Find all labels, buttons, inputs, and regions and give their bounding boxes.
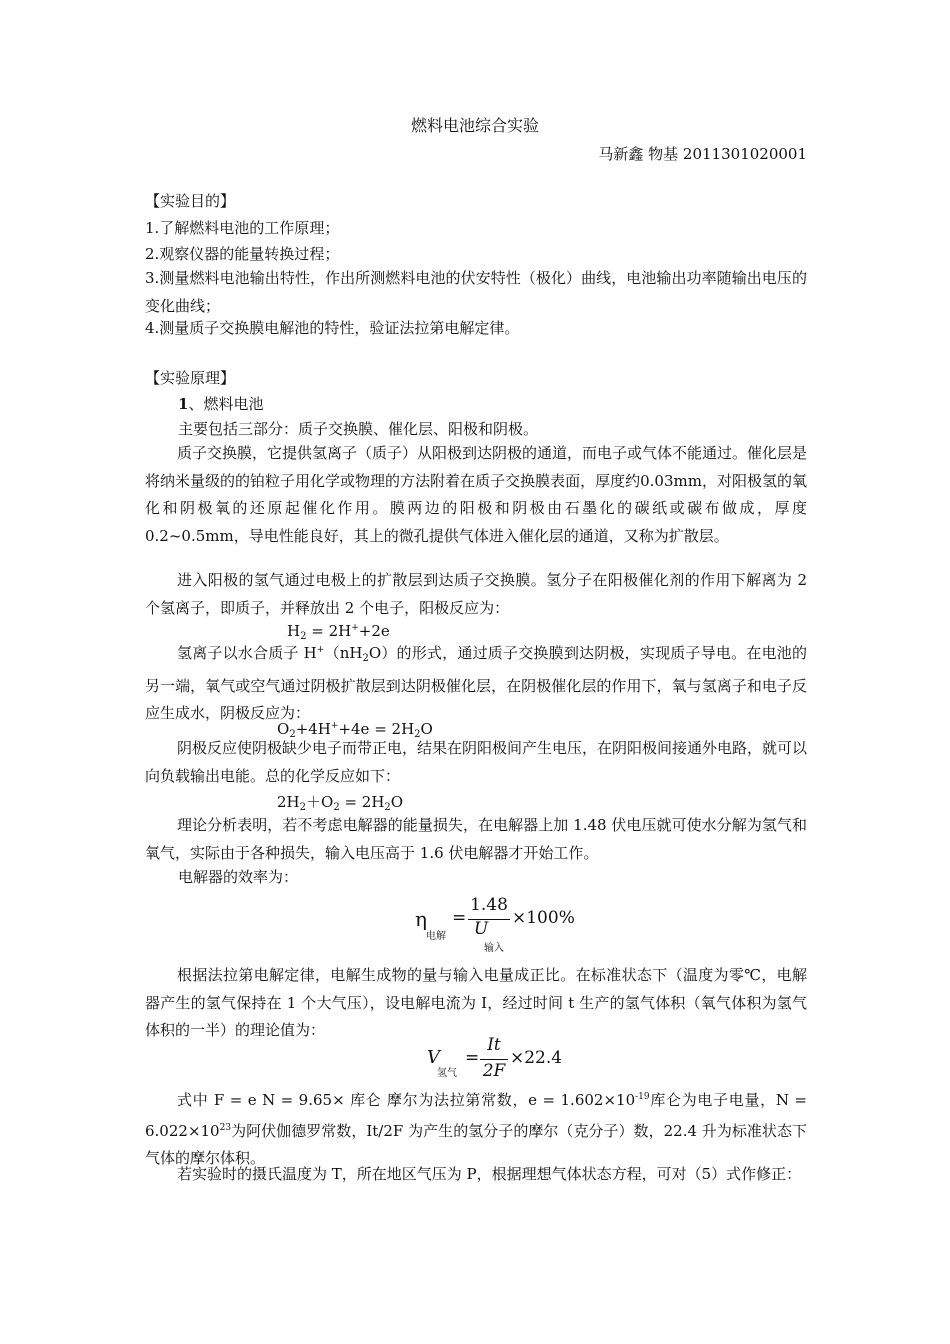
- subsection-number: 1: [178, 395, 189, 413]
- eq4-numerator: 1.48: [470, 895, 508, 915]
- eq5-tail: ×22.4: [510, 1048, 563, 1068]
- eq2-part: O: [277, 720, 290, 738]
- eq3-part: ＋O: [306, 793, 334, 811]
- eq1-part: +2e: [358, 622, 390, 640]
- eq5-v: V: [427, 1047, 440, 1068]
- paragraph-membrane: 质子交换膜，它提供氢离子（质子）从阳极到达阴极的通道，而电子或气体不能通过。催化层是将纳米量级的的铂粒子用化学或物理的方法附着在质子交换膜表面，厚度约0.03mm，对阳极氢的氧化和阴极氧的还原起催化作用。膜两边的阳极和阴极由石墨化的碳纸或碳布做成，厚度0.2~0.5mm，导电性能良好，其上的微孔提供气体进入催化层的通道，又称为扩散层。: [145, 444, 808, 545]
- author-line: 马新鑫 物基 2011301020001: [598, 145, 807, 163]
- eq2-sub: 2: [289, 729, 296, 740]
- purpose-item-4: 4.测量质子交换膜电解池的特性，验证法拉第电解定律。: [145, 319, 520, 337]
- paragraph-correction: 若实验时的摄氏温度为 T，所在地区气压为 P，根据理想气体状态方程，可对（5）式作修正：: [177, 1165, 802, 1183]
- paragraph-cathode-result: 阴极反应使阴极缺少电子而带正电，结果在阴阳极间产生电压，在阴阳极间接通外电路，就可以向负载输出电能。总的化学反应如下：: [145, 739, 808, 785]
- eq3-sub: 2: [299, 802, 306, 813]
- p9-part: 为阿伏伽德罗常数，It/2F 为产生的氢分子的摩尔（克分子）数，22.4 升为标准状态下气体的摩尔体积。: [145, 1121, 807, 1167]
- eq5-fraction-bar: [480, 1059, 508, 1060]
- eq3-part: O: [390, 793, 404, 811]
- eq4-tail: ×100%: [512, 908, 575, 928]
- eq3-sub: 2: [333, 802, 340, 813]
- paragraph-components: 主要包括三部分：质子交换膜、催化层、阳极和阴极。: [178, 420, 539, 438]
- section-heading-purpose: 【实验目的】: [145, 192, 236, 210]
- eq2-sup: +: [330, 721, 339, 731]
- p4-sub: 2: [362, 653, 369, 664]
- eq1-part: H: [287, 622, 301, 640]
- purpose-item-3: 3.测量燃料电池输出特性，作出所测燃料电池的伏安特性（极化）曲线，电池输出功率随输出电压的变化曲线；: [145, 269, 807, 315]
- p4-sup: +: [316, 645, 325, 655]
- paragraph-theory: 理论分析表明，若不考虑电解器的能量损失，在电解器上加 1.48 伏电压就可使水分解为氢气和氧气，实际由于各种损失，输入电压高于 1.6 伏电解器才开始工作。: [145, 816, 807, 862]
- eq1-sub: 2: [300, 631, 307, 642]
- eq3-part: 2H: [277, 793, 300, 811]
- eta-symbol: η: [415, 907, 427, 931]
- eq5-numerator: It: [487, 1035, 501, 1055]
- subsection-label: 、燃料电池: [188, 395, 264, 413]
- purpose-item-1: 1.了解燃料电池的工作原理；: [145, 219, 340, 237]
- section-heading-principle: 【实验原理】: [145, 369, 236, 387]
- eta-subscript: 电解: [426, 931, 446, 942]
- eq4-equals: =: [452, 908, 467, 928]
- eq3-sub: 2: [384, 802, 391, 813]
- eq2-part: +4H: [295, 720, 331, 738]
- p9-part: 式中 F = e N = 9.65× 库仑 摩尔为法拉第常数，e = 1.602×10: [177, 1091, 636, 1109]
- p4-part: O）的形式，通过质子交换膜到达阴极，实现质子导电。在电池的另一端，氧气或空气通过阴极扩散层到达阴极催化层，在阴极催化层的作用下，氧与氢离子和电子反应生成水，阴极反应为：: [145, 644, 807, 722]
- purpose-item-2: 2.观察仪器的能量转换过程；: [145, 245, 340, 263]
- paragraph-anode: 进入阳极的氢气通过电极上的扩散层到达质子交换膜。氢分子在阳极催化剂的作用下解离为 2 个氢离子，即质子，并释放出 2 个电子，阳极反应为：: [145, 571, 807, 617]
- paragraph-constants: [145, 1084, 807, 1173]
- p9-sup: 23: [219, 1122, 232, 1133]
- eq2-part: O: [420, 720, 433, 738]
- p9-sup: -19: [635, 1092, 650, 1102]
- p4-part: 氢离子以水合质子 H: [177, 644, 317, 662]
- eq5-denominator: 2F: [482, 1061, 506, 1081]
- eq3-part: = 2H: [339, 793, 385, 811]
- eq1-part: = 2H: [306, 622, 352, 640]
- subsection-fuel-cell: [178, 393, 263, 415]
- paragraph-proton: [145, 637, 807, 728]
- p4-part: （nH: [324, 644, 363, 662]
- paragraph-faraday: 根据法拉第电解定律，电解生成物的量与输入电量成正比。在标准状态下（温度为零℃，电解器产生的氢气保持在 1 个大气压），设电解电流为 I，经过时间 t 生产的氢气体积（氧气体积为氢气体积的一半）的理论值为：: [145, 966, 807, 1039]
- eq4-denominator-subscript: 输入: [484, 943, 504, 954]
- eq2-part: +4e = 2H: [338, 720, 415, 738]
- eq4-denominator: U: [473, 919, 489, 939]
- page-title: 燃料电池综合实验: [410, 116, 539, 135]
- p9-part: 库仑为电子电量，N = 6.022×10: [145, 1091, 807, 1140]
- eq2-sub: 2: [414, 729, 421, 740]
- eq1-sup: +: [351, 623, 359, 633]
- eq5-equals: =: [465, 1048, 480, 1068]
- eq5-v-subscript: 氢气: [437, 1068, 457, 1079]
- paragraph-efficiency: 电解器的效率为：: [178, 868, 299, 886]
